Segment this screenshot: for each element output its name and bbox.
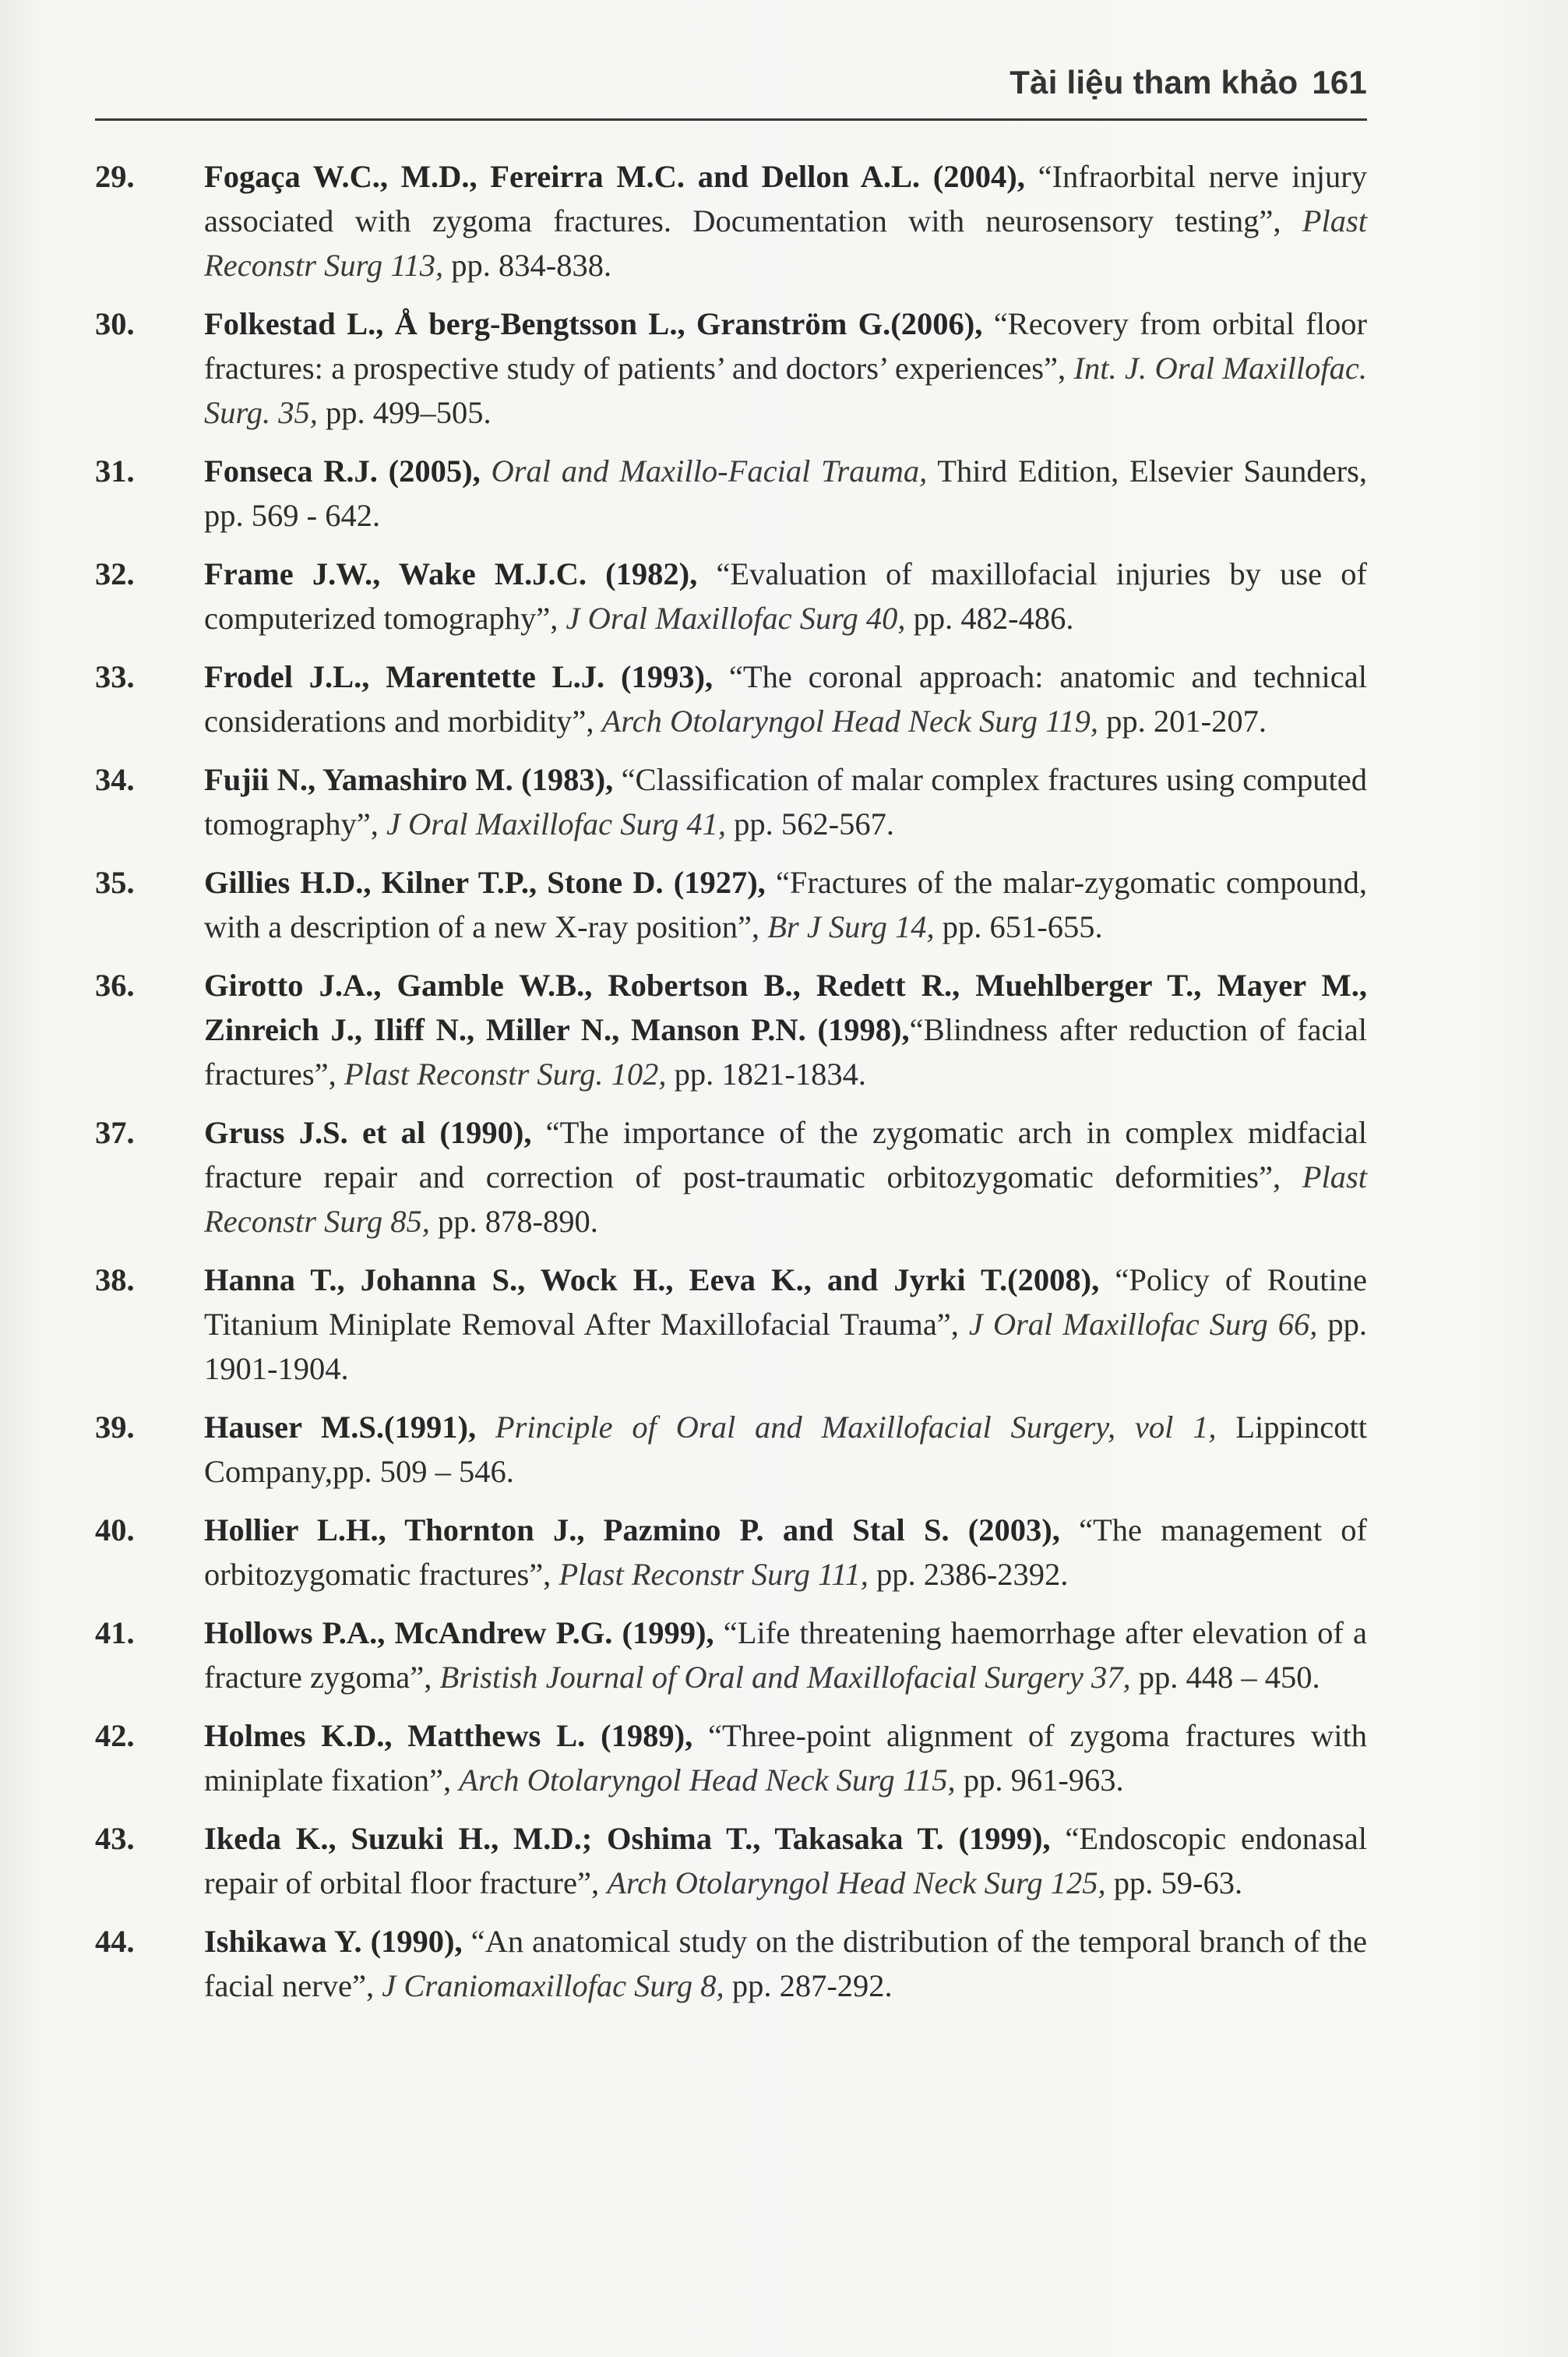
reference-title (481, 453, 492, 489)
reference-item (95, 1611, 1367, 1699)
reference-pages: pp. 1901-1904. (204, 1307, 1367, 1386)
reference-authors: Holmes K.D., Matthews L. (1989), (204, 1718, 693, 1753)
reference-authors: Frodel J.L., Marentette L.J. (1993), (204, 659, 714, 694)
reference-item (95, 1508, 1367, 1597)
reference-pages: pp. 834-838. (443, 248, 612, 283)
reference-authors: Folkestad L., Å berg-Bengtsson L., Granström G.(2006), (204, 306, 983, 341)
reference-number: 33. (95, 659, 135, 694)
reference-number: 31. (95, 453, 135, 489)
reference-journal: Int. J. Oral Maxillofac. Surg. 35, (204, 351, 1367, 430)
reference-item (95, 1919, 1367, 2008)
reference-journal: Principle of Oral and Maxillofacial Surgery, vol 1, (495, 1410, 1217, 1445)
reference-authors: Fogaça W.C., M.D., Fereirra M.C. and Dellon A.L. (2004), (204, 159, 1025, 194)
reference-authors: Hollows P.A., McAndrew P.G. (1999), (204, 1615, 714, 1650)
reference-number: 44. (95, 1924, 135, 1959)
reference-authors: Girotto J.A., Gamble W.B., Robertson B., Redett R., Muehlberger T., Mayer M., Zinreich J., Iliff N., Miller N., Manson P.N. (1998), (204, 968, 1367, 1047)
reference-number: 30. (95, 306, 135, 341)
reference-title (476, 1410, 495, 1445)
reference-item (95, 963, 1367, 1096)
reference-title: “Life threatening haemorrhage after elevation of a fracture zygoma”, (204, 1615, 1368, 1695)
reference-journal: J Oral Maxillofac Surg 41, (386, 806, 727, 842)
reference-title: “The coronal approach: anatomic and technical considerations and morbidity”, (204, 659, 1367, 739)
reference-number: 39. (95, 1410, 135, 1445)
reference-journal: Plast Reconstr Surg 113, (204, 203, 1367, 283)
reference-journal: Arch Otolaryngol Head Neck Surg 115, (459, 1762, 956, 1798)
reference-item (95, 1110, 1367, 1244)
reference-number: 32. (95, 556, 135, 591)
reference-number: 40. (95, 1512, 135, 1547)
reference-item (95, 655, 1367, 743)
reference-number: 38. (95, 1262, 135, 1297)
reference-number: 34. (95, 762, 135, 797)
reference-pages: pp. 482-486. (905, 601, 1074, 636)
reference-title: “Blindness after reduction of facial fractures”, (204, 1012, 1367, 1092)
reference-list (95, 154, 1367, 2022)
reference-title: “Fractures of the malar-zygomatic compound, with a description of a new X-ray position”, (204, 865, 1367, 944)
running-header (1010, 64, 1367, 101)
reference-number: 42. (95, 1718, 135, 1753)
header-title: Tài liệu tham khảo (1010, 64, 1298, 101)
reference-authors: Fonseca R.J. (2005), (204, 453, 481, 489)
reference-title: “Classification of malar complex fractures using computed tomography”, (204, 762, 1367, 842)
reference-pages: Lippincott Company,pp. 509 – 546. (204, 1410, 1368, 1489)
reference-title: “Recovery from orbital floor fractures: a prospective study of patients’ and doctors’ experiences”, (204, 306, 1367, 386)
reference-authors: Fujii N., Yamashiro M. (1983), (204, 762, 614, 797)
reference-item (95, 1405, 1367, 1494)
reference-number: 43. (95, 1821, 135, 1856)
reference-journal: Oral and Maxillo-Facial Trauma, (491, 453, 928, 489)
reference-journal: Br J Surg 14, (767, 909, 935, 944)
reference-pages: pp. 651-655. (934, 909, 1103, 944)
reference-journal: J Oral Maxillofac Surg 40, (566, 601, 906, 636)
reference-pages: pp. 201-207. (1098, 704, 1267, 739)
reference-authors: Ishikawa Y. (1990), (204, 1924, 463, 1959)
reference-title: “Endoscopic endonasal repair of orbital floor fracture”, (204, 1821, 1368, 1900)
reference-title: “The importance of the zygomatic arch in complex midfacial fracture repair and correction of post-traumatic orbitozygomatic deformities”, (204, 1115, 1367, 1194)
reference-pages: pp. 2386-2392. (868, 1557, 1069, 1592)
reference-journal: Bristish Journal of Oral and Maxillofacial Surgery 37, (439, 1660, 1131, 1695)
reference-journal: Plast Reconstr Surg. 102, (344, 1057, 667, 1092)
reference-title: “Infraorbital nerve injury associated with zygoma fractures. Documentation with neurosensory testing”, (204, 159, 1368, 238)
reference-number: 37. (95, 1115, 135, 1150)
reference-pages: Third Edition, Elsevier Saunders, pp. 569 - 642. (204, 453, 1367, 533)
reference-title: “Policy of Routine Titanium Miniplate Removal After Maxillofacial Trauma”, (204, 1262, 1368, 1342)
reference-title: “The management of orbitozygomatic fractures”, (204, 1512, 1368, 1592)
reference-authors: Gruss J.S. et al (1990), (204, 1115, 532, 1150)
reference-item (95, 757, 1367, 846)
reference-authors: Hanna T., Johanna S., Wock H., Eeva K., and Jyrki T.(2008), (204, 1262, 1100, 1297)
reference-item (95, 1258, 1367, 1391)
reference-title: “Evaluation of maxillofacial injuries by use of computerized tomography”, (204, 556, 1367, 636)
reference-item (95, 1816, 1367, 1905)
reference-number: 35. (95, 865, 135, 900)
reference-journal: J Craniomaxillofac Surg 8, (382, 1968, 724, 2003)
reference-number: 36. (95, 968, 135, 1003)
page-number: 161 (1312, 64, 1367, 101)
reference-pages: pp. 878-890. (429, 1204, 598, 1239)
reference-pages: pp. 448 – 450. (1130, 1660, 1320, 1695)
reference-journal: Arch Otolaryngol Head Neck Surg 125, (607, 1865, 1106, 1900)
reference-journal: J Oral Maxillofac Surg 66, (968, 1307, 1318, 1342)
reference-number: 41. (95, 1615, 135, 1650)
reference-pages: pp. 59-63. (1105, 1865, 1243, 1900)
reference-item (95, 1713, 1367, 1802)
reference-journal: Plast Reconstr Surg 111, (558, 1557, 869, 1592)
reference-authors: Frame J.W., Wake M.J.C. (1982), (204, 556, 698, 591)
reference-pages: pp. 1821-1834. (666, 1057, 866, 1092)
reference-pages: pp. 287-292. (724, 1968, 893, 2003)
reference-pages: pp. 562-567. (726, 806, 895, 842)
reference-journal: Arch Otolaryngol Head Neck Surg 119, (601, 704, 1099, 739)
reference-item (95, 552, 1367, 640)
reference-number: 29. (95, 159, 135, 194)
reference-pages: pp. 499–505. (317, 395, 492, 430)
header-rule (95, 118, 1367, 121)
reference-authors: Ikeda K., Suzuki H., M.D.; Oshima T., Takasaka T. (1999), (204, 1821, 1051, 1856)
reference-title: “Three-point alignment of zygoma fractures with miniplate fixation”, (204, 1718, 1367, 1798)
reference-item (95, 860, 1367, 949)
reference-title: “An anatomical study on the distribution of the temporal branch of the facial nerve”, (204, 1924, 1368, 2003)
reference-item (95, 154, 1367, 288)
reference-journal: Plast Reconstr Surg 85, (204, 1159, 1367, 1239)
reference-item (95, 449, 1367, 538)
reference-item (95, 302, 1367, 435)
reference-pages: pp. 961-963. (955, 1762, 1124, 1798)
reference-authors: Hollier L.H., Thornton J., Pazmino P. and Stal S. (2003), (204, 1512, 1060, 1547)
reference-authors: Gillies H.D., Kilner T.P., Stone D. (1927), (204, 865, 766, 900)
reference-authors: Hauser M.S.(1991), (204, 1410, 477, 1445)
